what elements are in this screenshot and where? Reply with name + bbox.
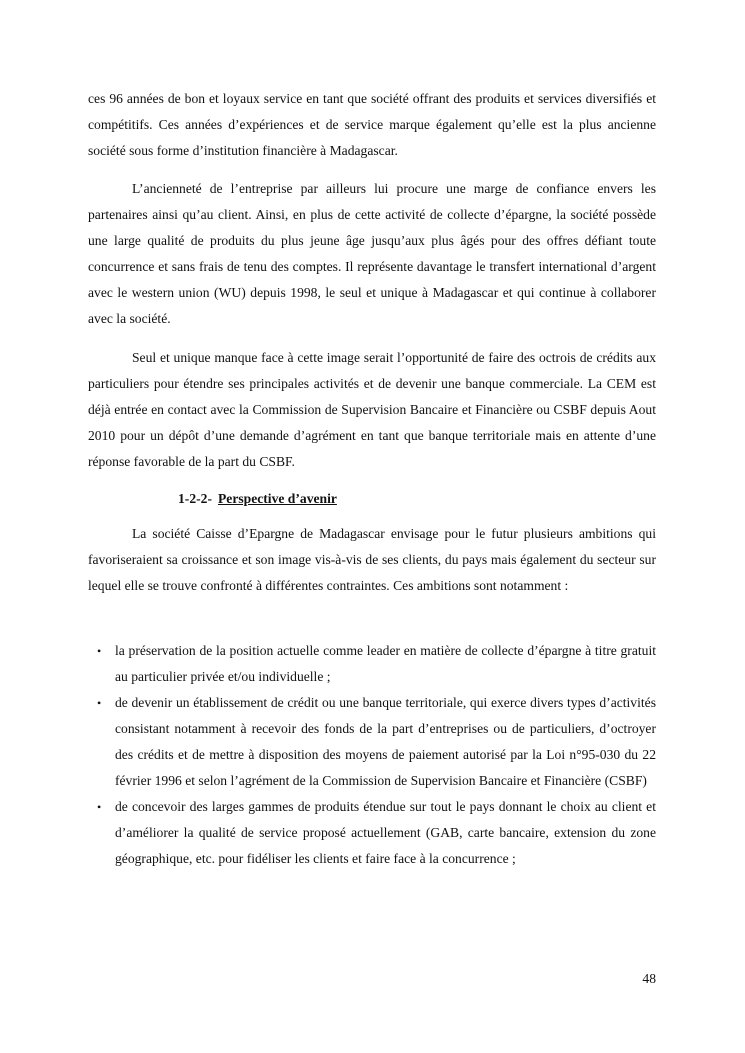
- list-item: [88, 794, 656, 872]
- list-item-text: la préservation de la position actuelle comme leader en matière de collecte d’épargne à titre gratuit au particulier privée et/ou individuelle ;: [115, 643, 656, 684]
- ambitions-list: [88, 638, 656, 872]
- list-item: [88, 690, 656, 794]
- bullet-icon: •: [97, 696, 102, 710]
- bullet-icon: •: [97, 800, 102, 814]
- list-item-text: de concevoir des larges gammes de produits étendue sur tout le pays donnant le choix au client et d’améliorer la qualité de service proposé actuellement (GAB, carte bancaire, extension du zone géographique, etc. pour fidéliser les clients et faire face à la concurrence ;: [115, 799, 656, 866]
- bullet-icon: •: [97, 644, 102, 658]
- paragraph-3-container: [88, 345, 656, 475]
- paragraph-2-container: [88, 176, 656, 332]
- page-number: 48: [642, 971, 656, 986]
- intro-container: [88, 521, 656, 599]
- paragraph-1: ces 96 années de bon et loyaux service en tant que société offrant des produits et services diversifiés et compétitifs. Ces années d’expériences et de service marque également qu’elle est la plus ancienne société sous forme d’institution financière à Madagascar.: [88, 91, 656, 158]
- section-number: 1-2-2-: [178, 491, 212, 506]
- list-item: [88, 638, 656, 690]
- paragraph-1-container: [88, 86, 656, 164]
- list-item-text: de devenir un établissement de crédit ou une banque territoriale, qui exerce divers types d’activités consistant notamment à recevoir des fonds de la part d’entreprises ou de particuliers, d’octroyer des crédits et de mettre à disposition des moyens de paiement autorisé par la Loi n°95-030 du 22 février 1996 et selon l’agrément de la Commission de Supervision Bancaire et Financière (CSBF): [115, 695, 656, 788]
- paragraph-2: L’ancienneté de l’entreprise par ailleurs lui procure une marge de confiance envers les partenaires ainsi qu’au client. Ainsi, en plus de cette activité de collecte d’épargne, la société possède une large qualité de produits du plus jeune âge jusqu’aux plus âgés pour des offres défiant toute concurrence et sans frais de tenu des comptes. Il représente davantage le transfert international d’argent avec le western union (WU) depuis 1998, le seul et unique à Madagascar et qui continue à collaborer avec la société.: [88, 181, 656, 326]
- intro-paragraph: La société Caisse d’Epargne de Madagascar envisage pour le futur plusieurs ambitions qui favoriseraient sa croissance et son image vis-à-vis de ses clients, du pays mais également du secteur sur lequel elle se trouve confronté à différentes contraintes. Ces ambitions sont notamment :: [88, 526, 656, 593]
- paragraph-3: Seul et unique manque face à cette image serait l’opportunité de faire des octrois de crédits aux particuliers pour étendre ses principales activités et de devenir une banque commerciale. La CEM est déjà entrée en contact avec la Commission de Supervision Bancaire et Financière ou CSBF depuis Aout 2010 pour un dépôt d’une demande d’agrément en tant que banque territoriale mais en attente d’une réponse favorable de la part du CSBF.: [88, 350, 656, 469]
- section-heading: [178, 489, 337, 509]
- section-title: Perspective d’avenir: [217, 491, 337, 506]
